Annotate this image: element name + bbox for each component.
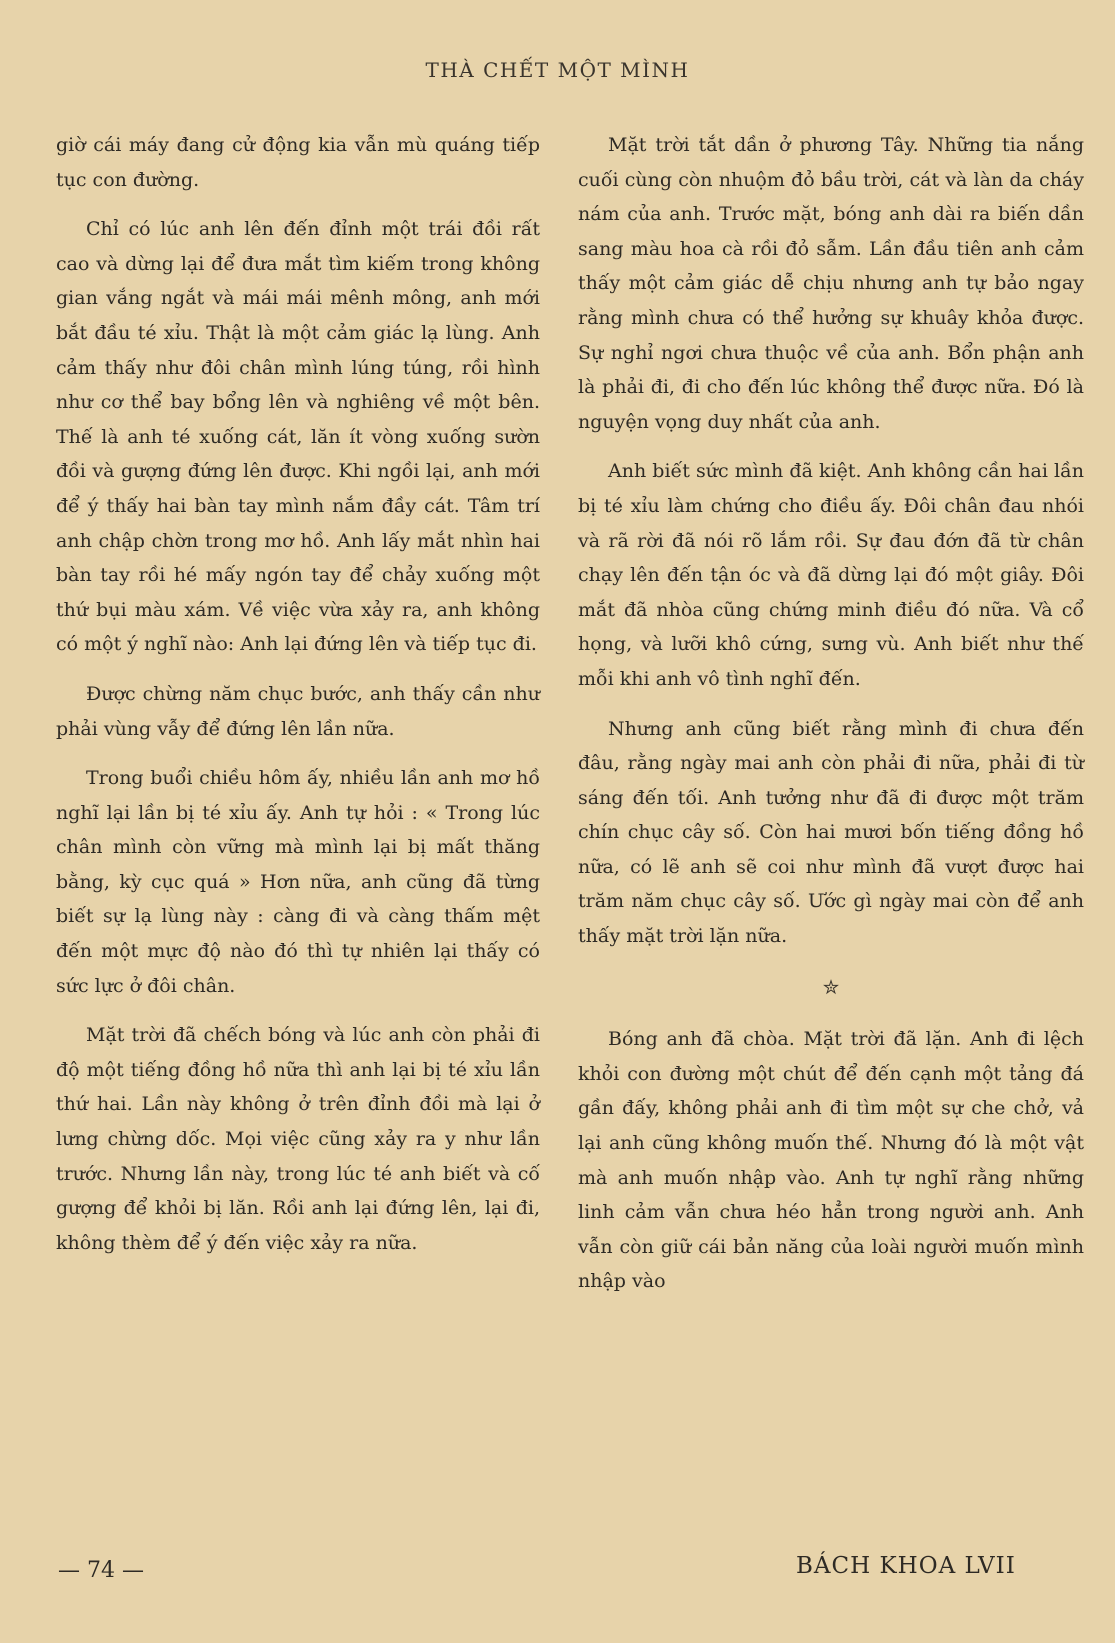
- right-column: [578, 128, 1084, 1314]
- publication-name: BÁCH KHOA LVII: [796, 1553, 1016, 1579]
- paragraph: Bóng anh đã chòa. Mặt trời đã lặn. Anh đi lệch khỏi con đường một chút để đến cạnh một tảng đá gần đấy, không phải anh đi tìm một sự che chở, vả lại anh cũng không muốn thế. Nhưng đó là một vật mà anh muốn nhập vào. Anh tự nghĩ rằng những linh cảm vẫn chưa héo hẳn trong người anh. Anh vẫn còn giữ cái bản năng của loài người muốn mình nhập vào: [578, 1028, 1084, 1293]
- section-separator-star: ✮: [822, 974, 840, 999]
- paragraph: Nhưng anh cũng biết rằng mình đi chưa đến đâu, rằng ngày mai anh còn phải đi nữa, phải đi từ sáng đến tối. Anh tưởng như đã đi được một trăm chín chục cây số. Còn hai mươi bốn tiếng đồng hồ nữa, có lẽ anh sẽ coi như mình đã vượt được hai trăm năm chục cây số. Ước gì ngày mai còn để anh thấy mặt trời lặn nữa.: [578, 717, 1084, 948]
- running-header: THÀ CHẾT MỘT MÌNH: [425, 58, 690, 82]
- paragraph: Được chừng năm chục bước, anh thấy cần như phải vùng vẫy để đứng lên lần nữa.: [56, 682, 540, 740]
- paragraph: Anh biết sức mình đã kiệt. Anh không cần hai lần bị té xỉu làm chứng cho điều ấy. Đôi chân đau nhói và rã rời đã nói rõ lắm rồi. Sự đau đớn đã từ chân chạy lên đến tận óc và đã dừng lại đó một giây. Đôi mắt đã nhòa cũng chứng minh điều đó nữa. Và cổ họng, và lưỡi khô cứng, sưng vù. Anh biết như thế mỗi khi anh vô tình nghĩ đến.: [578, 460, 1084, 690]
- page-number: — 74 —: [58, 1558, 144, 1583]
- paragraph: Mặt trời tắt dần ở phương Tây. Những tia nắng cuối cùng còn nhuộm đỏ bầu trời, cát và làn da cháy nám của anh. Trước mặt, bóng anh dài ra biến dần sang màu hoa cà rồi đỏ sẫm. Lần đầu tiên anh cảm thấy một cảm giác dễ chịu nhưng anh tự bảo ngay rằng mình chưa có thể hưởng sự khuây khỏa được. Sự nghỉ ngơi chưa thuộc về của anh. Bổn phận anh là phải đi, đi cho đến lúc không thể được nữa. Đó là nguyện vọng duy nhất của anh.: [578, 134, 1084, 433]
- paragraph: Mặt trời đã chếch bóng và lúc anh còn phải đi độ một tiếng đồng hồ nữa thì anh lại bị té xỉu lần thứ hai. Lần này không ở trên đỉnh đồi mà lại ở lưng chừng dốc. Mọi việc cũng xảy ra y như lần trước. Nhưng lần này, trong lúc té anh biết và cố gượng để khỏi bị lăn. Rồi anh lại đứng lên, lại đi, không thèm để ý đến việc xảy ra nữa.: [56, 1024, 540, 1254]
- left-column: [56, 128, 540, 1275]
- paragraph: Chỉ có lúc anh lên đến đỉnh một trái đồi rất cao và dừng lại để đưa mắt tìm kiếm trong không gian vắng ngắt và mái mái mênh mông, anh mới bắt đầu té xỉu. Thật là một cảm giác lạ lùng. Anh cảm thấy như đôi chân mình lúng túng, rồi hình như cơ thể bay bổng lên và nghiêng về một bên. Thế là anh té xuống cát, lăn ít vòng xuống sườn đồi và gượng đứng lên được. Khi ngồi lại, anh mới để ý thấy hai bàn tay mình nắm đầy cát. Tâm trí anh chập chờn trong mơ hồ. Anh lấy mắt nhìn hai bàn tay rồi hé mấy ngón tay để chảy xuống một thứ bụi màu xám. Về việc vừa xảy ra, anh không có một ý nghĩ nào: Anh lại đứng lên và tiếp tục đi.: [56, 218, 540, 656]
- paragraph: giờ cái máy đang cử động kia vẫn mù quáng tiếp tục con đường.: [56, 134, 540, 191]
- paragraph: Trong buổi chiều hôm ấy, nhiều lần anh mơ hồ nghĩ lại lần bị té xỉu ấy. Anh tự hỏi : « Trong lúc chân mình còn vững mà mình lại bị mất thăng bằng, kỳ cục quá » Hơn nữa, anh cũng đã từng biết sự lạ lùng này : càng đi và càng thấm mệt đến một mực độ nào đó thì tự nhiên lại thấy có sức lực ở đôi chân.: [56, 767, 540, 997]
